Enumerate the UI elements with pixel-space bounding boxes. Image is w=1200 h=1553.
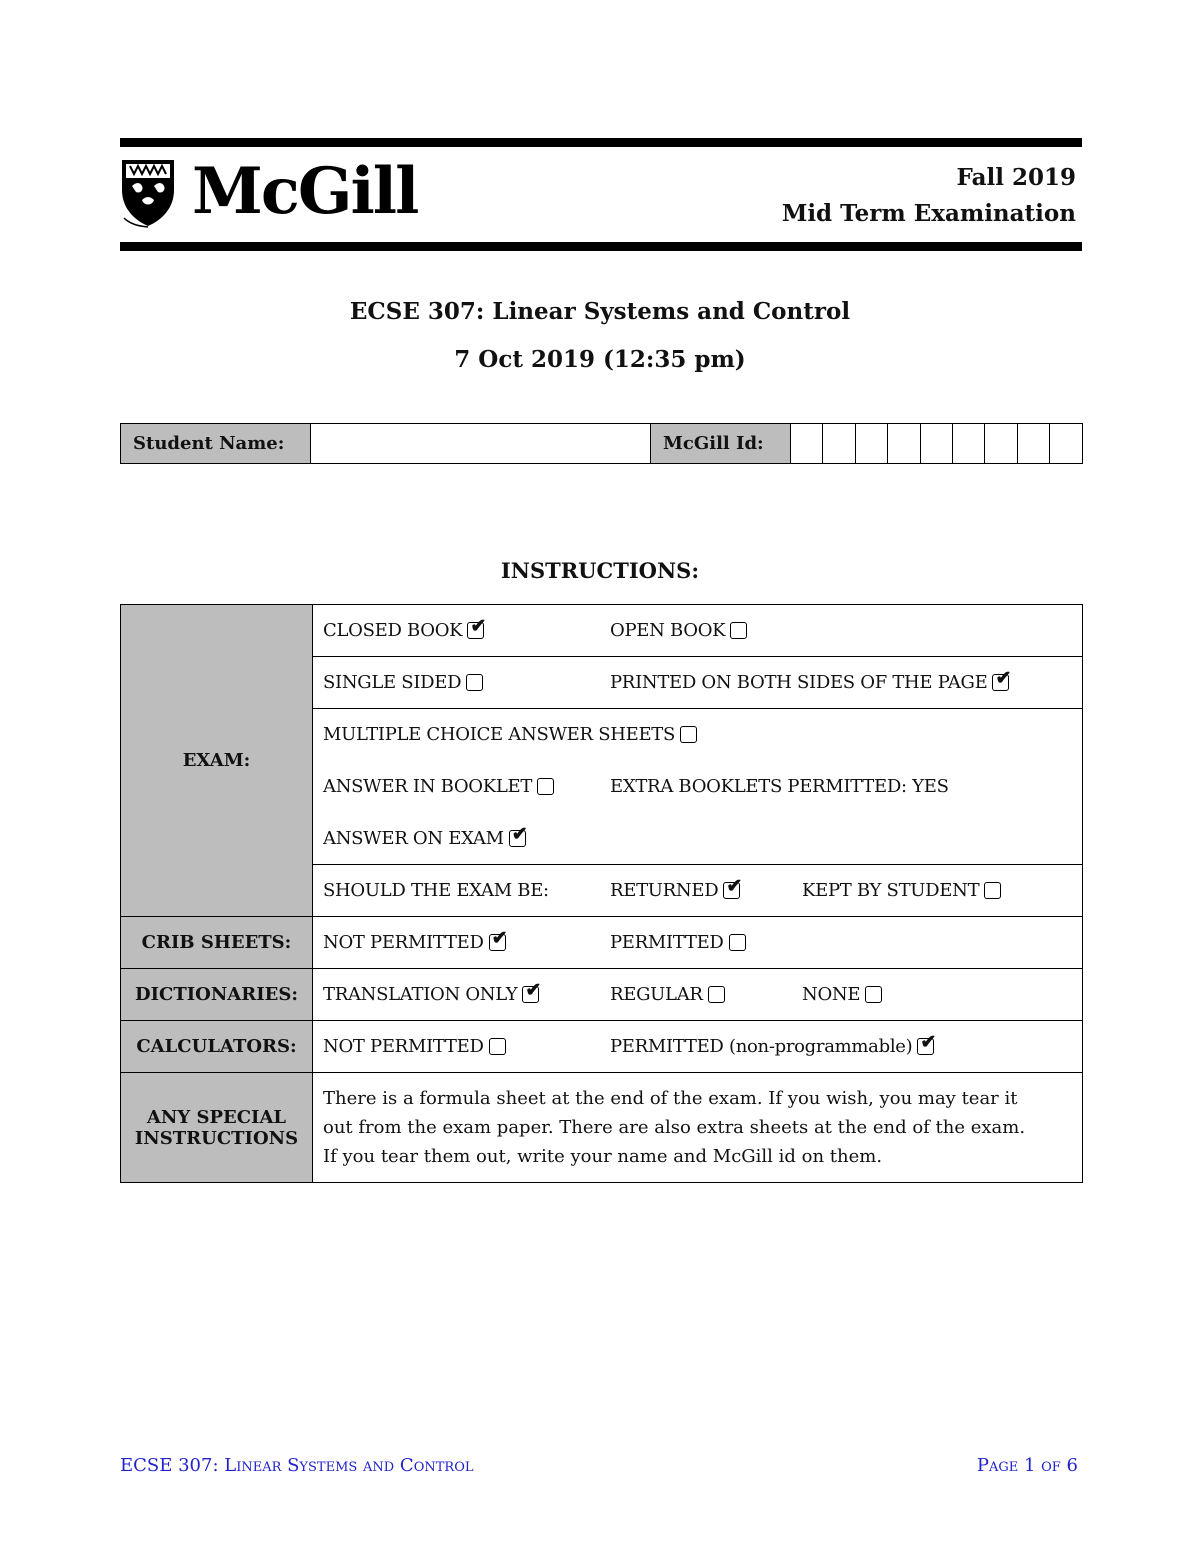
exam-answer-row [313,709,1083,865]
returned-checkbox[interactable] [723,875,743,899]
mcgill-id-digit-box[interactable] [823,424,855,464]
course-title: ECSE 307: Linear Systems and Control [349,298,851,325]
crib-permitted-label: PERMITTED [610,932,724,953]
footer-course-title: ECSE 307: Linear Systems and Control [120,1455,474,1476]
checkmark-icon: ✔ [525,979,542,1001]
translation-only-label: TRANSLATION ONLY [323,984,518,1005]
checkmark-icon: ✔ [920,1031,937,1053]
crib-sheets-category-label: CRIB SHEETS: [121,917,313,969]
special-line3: If you tear them out, write your name and McGill id on them. [323,1146,883,1167]
logo-wordmark: McGill [192,154,418,229]
single-sided-checkbox[interactable] [466,674,483,691]
answer-on-exam-label: ANSWER ON EXAM [323,828,504,849]
mcgill-id-digit-box[interactable] [888,424,920,464]
student-name-field[interactable] [311,424,651,464]
crib-not-permitted-checkbox[interactable] [489,927,508,951]
mcgill-id-digit-box[interactable] [791,424,823,464]
single-sided-label: SINGLE SIDED [323,672,462,693]
special-line1: There is a formula sheet at the end of the exam. If you wish, you may tear it [323,1088,1018,1109]
regular-label: REGULAR [610,984,703,1005]
answer-in-booklet-checkbox[interactable] [537,778,554,795]
student-name-label: Student Name: [121,424,311,464]
checkmark-icon: ✔ [726,875,743,897]
open-book-label: OPEN BOOK [610,620,726,641]
answer-in-booklet-label: ANSWER IN BOOKLET [323,776,533,797]
kept-by-student-label: KEPT BY STUDENT [802,880,980,901]
crib-not-permitted-label: NOT PERMITTED [323,932,484,953]
special-instructions-category-label [121,1073,313,1183]
calculators-category-label: CALCULATORS: [121,1021,313,1073]
checkmark-icon: ✔ [470,615,487,637]
exam-type: Mid Term Examination [781,200,1076,227]
checkmark-icon: ✔ [491,927,508,949]
mcgill-id-digit-box[interactable] [1017,424,1049,464]
should-exam-be-label: SHOULD THE EXAM BE: [323,880,549,901]
both-sides-checkbox[interactable] [992,667,1012,691]
calc-permitted-checkbox[interactable] [917,1031,937,1055]
exam-book-row [313,605,1083,657]
special-instructions-text [313,1073,1083,1183]
open-book-checkbox[interactable] [730,622,747,639]
special-label-line1: ANY SPECIAL [146,1106,287,1128]
exam-term-block [782,160,1076,232]
mcgill-logo [118,156,417,228]
none-checkbox[interactable] [865,986,882,1003]
dictionaries-row [313,969,1083,1021]
calc-not-permitted-checkbox[interactable] [489,1038,506,1055]
mcgill-id-digit-box[interactable] [952,424,984,464]
header-top-rule [120,138,1082,147]
mcgill-id-digit-box[interactable] [855,424,887,464]
answer-on-exam-checkbox[interactable] [509,823,528,847]
mcgill-id-digit-box[interactable] [985,424,1017,464]
calc-permitted-label: PERMITTED (non-programmable) [610,1036,913,1057]
header-bottom-rule [120,242,1082,251]
returned-label: RETURNED [610,880,719,901]
translation-only-checkbox[interactable] [522,979,542,1003]
exam-sides-row [313,657,1083,709]
exam-term: Fall 2019 [956,164,1076,191]
footer-page-number: Page 1 of 6 [976,1455,1078,1476]
mcgill-id-digit-box[interactable] [920,424,952,464]
both-sides-label: PRINTED ON BOTH SIDES OF THE PAGE [610,672,988,693]
instructions-table [120,604,1083,1183]
regular-checkbox[interactable] [708,986,725,1003]
multiple-choice-label: MULTIPLE CHOICE ANSWER SHEETS [323,724,676,745]
student-id-table [120,423,1083,464]
none-label: NONE [802,984,861,1005]
mcgill-id-digit-box[interactable] [1050,424,1083,464]
mcgill-crest-icon [118,156,178,228]
calculators-row [313,1021,1083,1073]
crib-permitted-checkbox[interactable] [729,934,746,951]
extra-booklets-label: EXTRA BOOKLETS PERMITTED: YES [610,776,949,797]
special-label-line2: INSTRUCTIONS [134,1127,299,1149]
mcgill-id-label: McGill Id: [651,424,791,464]
dictionaries-category-label: DICTIONARIES: [121,969,313,1021]
closed-book-checkbox[interactable] [467,615,487,639]
exam-return-row [313,865,1083,917]
checkmark-icon: ✔ [511,823,528,845]
checkmark-icon: ✔ [995,667,1012,689]
multiple-choice-checkbox[interactable] [680,726,697,743]
instructions-heading: INSTRUCTIONS: [500,558,700,583]
special-line2: out from the exam paper. There are also extra sheets at the end of the exam. [323,1117,1026,1138]
crib-sheets-row [313,917,1083,969]
kept-by-student-checkbox[interactable] [984,882,1001,899]
exam-category-label: EXAM: [121,605,313,917]
calc-not-permitted-label: NOT PERMITTED [323,1036,484,1057]
exam-date: 7 Oct 2019 (12:35 pm) [454,346,746,373]
closed-book-label: CLOSED BOOK [323,620,463,641]
